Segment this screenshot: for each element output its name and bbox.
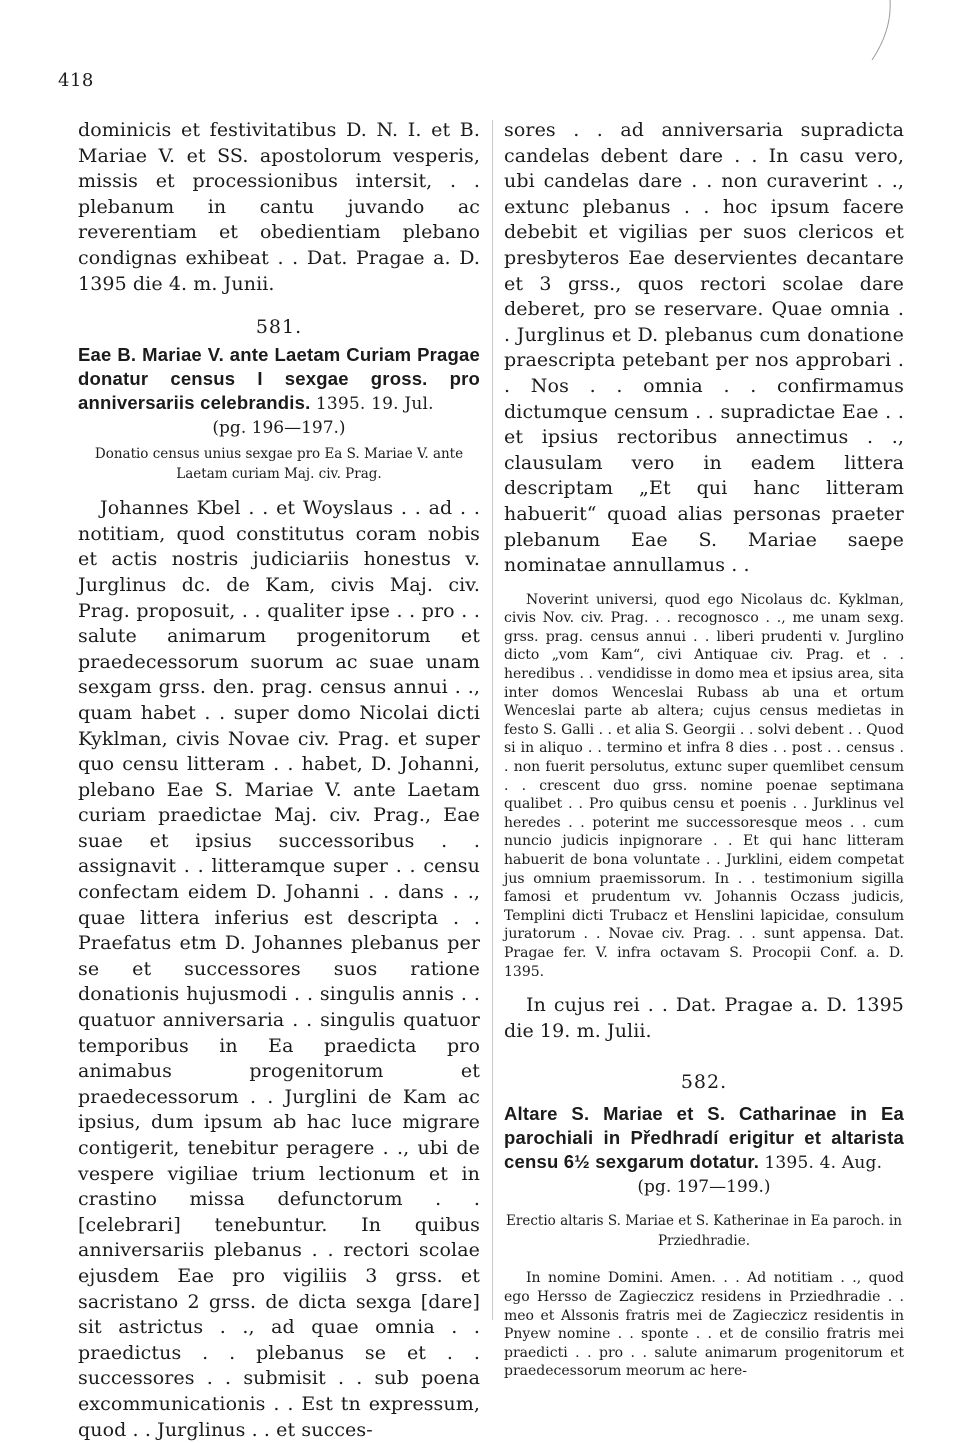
left-column [78,118,480,1443]
right-continuation-paragraph: sores . . ad anniversaria supradicta candelas debent dare . . In casu vero, ubi candelas dare . . non curaverint . ., extunc plebanus . . hoc ipsum facere debebit et vigilias per suos clericos et presbyteros Eae deservientes decantare et 3 grss., quos rectori scolae dare deberet, pro se reservare. Quae omnia . . Jurglinus et D. plebanus cum donatione praescripta petebant per nos approbari . . Nos . . omnia . . confirmamus dictumque censum . . supradictae Eae . . et ipsius rectoribus annectimus . ., clausulam vero in eadem littera descriptam „Et qui hanc litteram habuerit“ quoad alias personas praeter plebanum Eae S. Mariae saepe nominatae annullamus . . [504,119,904,577]
scan-mark-top-right [850,0,900,70]
regest-582: Erectio altaris S. Mariae et S. Katherinae in Ea paroch. in Prziedhradie. [506,1213,902,1250]
body-text-582: In nomine Domini. Amen. . . Ad notitiam . ., quod ego Hersso de Zagieczicz residens in Prziedhradie . . meo et Alssonis fratris mei de Zagieczicz residentis in Pnyew nomine . . sponte . . et de consilio fratris mei praedicti . . pro . . salute animarum progenitorum et praedecessorum meorum ac here- [504,1270,904,1380]
left-continuation-paragraph: dominicis et festivitatibus D. N. I. et B. Mariae V. et SS. apostolorum vesperis, missis et processionibus intersit, . . plebanum in cantu juvando ac reverentiam et obedientiam plebano condignas exhibeat . . Dat. Pragae a. D. 1395 die 4. m. Junii. [78,119,480,295]
document-number-582: 582. [680,1071,728,1094]
document-heading-581 [78,343,480,416]
column-divider [492,120,493,1320]
page-reference-581: (pg. 196—197.) [212,418,346,439]
document-number-581: 581. [255,316,303,339]
heading-text-582: Altare S. Mariae et S. Catharinae in Ea parochiali in Předhradí erigitur et altarista censu 6½ sexgarum dotatur. [504,1103,904,1173]
document-heading-582 [504,1102,904,1175]
closing-formula: In cujus rei . . Dat. Pragae a. D. 1395 die 19. m. Julii. [504,994,904,1042]
heading-text-581: Eae B. Mariae V. ante Laetam Curiam Pragae donatur census I sexgae gross. pro anniversariis celebrandis. [78,344,480,414]
heading-date-582: 1395. 4. Aug. [764,1153,883,1174]
right-column [504,118,904,1381]
page-number: 418 [58,70,94,91]
body-text-581: Johannes Kbel . . et Woyslaus . . ad . . notitiam, quod constitutus coram nobis et actis nostris judiciariis honestus v. Jurglinus dc. de Kam, civis Maj. civ. Prag. proposuit, . . qualiter ipse . . pro . . salute animarum progenitorum et praedecessorum suorum ac suae unam sexgam grss. den. prag. census annui . ., quam habet . . super domo Nicolai dicti Kyklman, civis Novae civ. Prag. et super quo censu litteram . . habet, D. Johanni, plebano Eae S. Mariae V. ante Laetam curiam praedictae Maj. civ. Prag., Eae suae et ipsius successoribus . . assignavit . . litteramque super . . censu confectam eidem D. Johanni . . dans . ., quae littera inferius est descripta . . Praefatus etm D. Johannes plebanus per se et successores suos ratione donationis hujusmodi . . singulis annis . . quatuor anniversaria . . singulis quatuor temporibus in Ea praedicta pro animabus progenitorum et praedecessorum . . Jurglini de Kam ac ipsius, dum ipsum ab hac luce migrare contigerit, tenebitur peragere . ., ubi de vespere vigiliae trium lectionum et in crastino missa defunctorum . . [celebrari] tenebuntur. In quibus anniversariis plebanus . . rectori scolae ejusdem Eae pro vigiliis 3 grss. et sacristano 2 grss. de dicta sexga [dare] sit astrictus . ., ad quae omnia . . praedictus . . plebanus se et . . successores . . submisit . . sub poena excommunicationis . . Est tn expressum, quod . . Jurglinus . . et succes- [78,497,480,1441]
regest-581: Donatio census unius sexgae pro Ea S. Mariae V. ante Laetam curiam Maj. civ. Prag. [94,446,464,483]
page-reference-582: (pg. 197—199.) [637,1177,771,1198]
inserted-charter-text: Noverint universi, quod ego Nicolaus dc. Kyklman, civis Nov. civ. Prag. . . recognosco . ., me unam sexg. grss. prag. census annui . . liberi prudenti v. Jurglino dicto „vom Kam“, civi Antiquae civ. Prag. et . . heredibus . . vendidisse in domo mea et ipsius area, sita inter domos Wenceslai Rubass ab una et ortum Wenceslai parte ab altera; cujus census medietas in festo S. Galli . . et alia S. Georgii . . solvi debent . . Quod si in aliquo . . termino et infra 8 dies . . post . . census . . non fuerit persolutus, extunc super quemlibet censum . . crescent duo grss. nomine poenae septimana qualibet . . Pro quibus censu et poenis . . Jurklinus vel heredes . . poterint me successoresque meos . . cum nuncio judicis inpignorare . . Et qui hanc litteram habuerit de bona voluntate . . Jurklini, eidem competat jus omnium praemissorum. In . . testimonium sigilla famosi et prudentum vv. Johannis Oczass judicis, Templini dicti Trubacz et Henslini lapicidae, consulum juratorum . . Novae civ. Prag. . . sunt appensa. Dat. Pragae fer. V. infra octavam S. Procopii Conf. a. D. 1395. [504,591,904,980]
heading-date-581: 1395. 19. Jul. [315,394,434,415]
